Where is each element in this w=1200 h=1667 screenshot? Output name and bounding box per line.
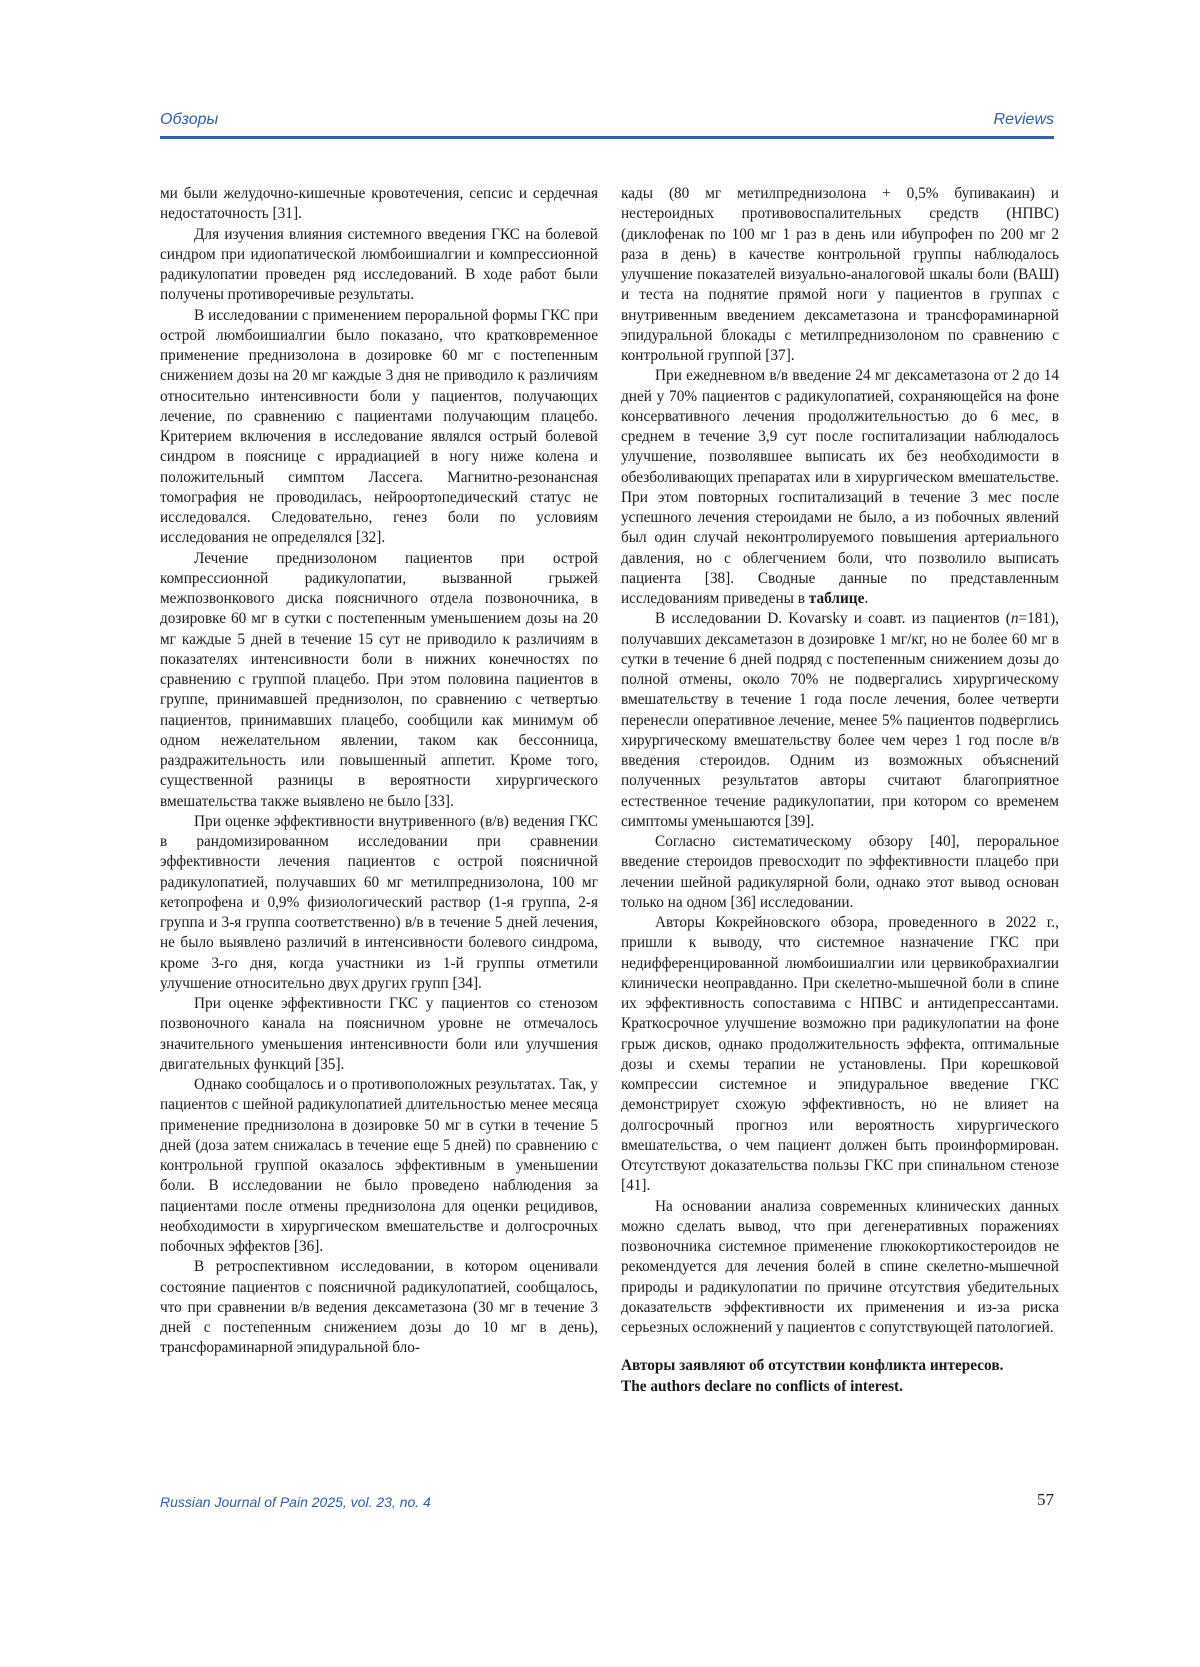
paragraph: На основании анализа современных клинических данных можно сделать вывод, что при дегенеративных поражениях позвоночника системное применение глюкокортикостероидов не рекомендуется для лечения болей в спине скелетно-мышечной природы и радикулопатии по причине отсутствия убедительных доказательств эффективности их применения и из-за риска серьезных осложнений у пациентов с сопутствующей патологией. bbox=[621, 1197, 1059, 1336]
paragraph: Авторы Кокрейновского обзора, проведенного в 2022 г., пришли к выводу, что системное назначение ГКС при недифференцированной люмбоишиалгии или цервикобрахиалгии клинически неоправданно. При скелетно-мышечной боли в спине их эффективность сопоставима с НПВС и антидепрессантами. Краткосрочное улучшение возможно при радикулопатии на фоне грыж дисков, однако продолжительность эффекта, оптимальные дозы и схемы терапии не установлены. При корешковой компрессии системное и эпидуральное введение ГКС демонстрирует схожую эффективность, но не влияет на долгосрочный прогноз или вероятность хирургического вмешательства, о чем пациент должен быть проинформирован. Отсутствуют доказательства пользы ГКС при спинальном стенозе [41]. bbox=[621, 914, 1059, 1195]
paragraph bbox=[621, 366, 1059, 609]
right-column bbox=[621, 184, 1059, 1397]
paragraph-text: =181), получавших дексаметазон в дозировке 1 мг/кг, но не более 60 мг в сутки в течение 6 дней подряд с постепенным снижением дозы до полной отмены, около 70% не подвергались хирургическому вмешательству в течение 1 года после лечения, более четверти перенесли оперативное лечение, менее 5% пациентов подверглись хирургическому вмешательству более чем через 1 год после в/в введения стероидов. Одним из возможных объяснений полученных результатов авторы считают благоприятное естественное течение радикулопатии, при котором со временем симптомы уменьшаются [39]. bbox=[621, 610, 1059, 830]
paragraph: В исследовании с применением пероральной формы ГКС при острой люмбоишиалгии было показано, что кратковременное применение преднизолона в дозировке 60 мг с постепенным снижением дозы на 20 мг каждые 3 дня не приводило к различиям относительно интенсивности боли у пациентов, получающих лечение, по сравнению с пациентами получающим плацебо. Критерием включения в исследование являлся острый болевой синдром в пояснице с иррадиацией в ногу ниже колена и положительный симптом Лассега. Магнитно-резонансная томография не проводилась, нейроортопедический статус не исследовался. Следовательно, генез боли по условиям исследования не определялся [32]. bbox=[160, 306, 598, 547]
page-number: 57 bbox=[1037, 1490, 1054, 1509]
paragraph: ми были желудочно-кишечные кровотечения, сепсис и сердечная недостаточность [31]. bbox=[160, 185, 598, 223]
paragraph: При оценке эффективности внутривенного (в/в) ведения ГКС в рандомизированном исследовании при сравнении эффективности лечения пациентов с острой поясничной радикулопатией, получавших 60 мг метилпреднизолона, 100 мг кетопрофена и 0,9% физиологический раствор (1-я группа, 2-я группа и 3-я группа соответственно) в/в в течение 5 дней лечения, не было выявлено различий в интенсивности болевого синдрома, кроме 3-го дня, когда участники из 1-й группы отметили улучшение относительно двух других групп [34]. bbox=[160, 812, 598, 992]
header-section-ru: Обзоры bbox=[160, 111, 219, 128]
paragraph-end: . bbox=[864, 590, 869, 607]
table-reference: таблице bbox=[808, 590, 865, 607]
left-column bbox=[160, 184, 598, 1359]
sample-size-symbol: n bbox=[1010, 610, 1019, 628]
paragraph: В ретроспективном исследовании, в котором оценивали состояние пациентов с поясничной радикулопатией, сообщалось, что при сравнении в/в ведения дексаметазона (30 мг в течение 3 дней с постепенным снижением дозы до 10 мг в день), трансфораминарной эпидуральной бло- bbox=[160, 1258, 598, 1357]
paragraph: Согласно систематическому обзору [40], пероральное введение стероидов превосходит по эффективности плацебо при лечении шейной радикулярной боли, однако этот вывод основан только на одном [36] исследовании. bbox=[621, 833, 1059, 911]
paragraph: Для изучения влияния системного введения ГКС на болевой синдром при идиопатической люмбоишиалгии и компрессионной радикулопатии проведен ряд исследований. В ходе работ были получены противоречивые результаты. bbox=[160, 225, 598, 304]
paragraph bbox=[621, 609, 1059, 832]
paragraph: Лечение преднизолоном пациентов при острой компрессионной радикулопатии, вызванной грыжей межпозвонкового диска поясничного отдела позвоночника, в дозировке 60 мг в сутки с постепенным уменьшением дозы на 20 мг каждые 5 дней в течение 15 сут не приводило к различиям в показателях интенсивности боли в нижних конечностях по сравнению с группой плацебо. При этом половина пациентов в группе, принимавшей преднизолон, по сравнению с четвертью пациентов, принимавших плацебо, сообщили как минимум об одном нежелательном явлении, таком как бессонница, раздражительность или повышенный аппетит. Кроме того, существенной разницы в вероятности хирургического вмешательства также выявлено не было [33]. bbox=[160, 549, 598, 810]
paragraph: кады (80 мг метилпреднизолона + 0,5% бупивакаин) и нестероидных противовоспалительных средств (НПВС) (диклофенак по 100 мг 1 раз в день или ибупрофен по 200 мг 2 раза в день) в качестве контрольной группы наблюдалось улучшение показателей визуально-аналоговой шкалы боли (ВАШ) и теста на поднятие прямой ноги у пациентов в группах с внутривенным введением дексаметазона и трансфораминарной эпидуральной блокады с метилпреднизолоном по сравнению с контрольной группой [37]. bbox=[621, 185, 1059, 364]
paragraph: Однако сообщалось и о противоположных результатах. Так, у пациентов с шейной радикулопатией длительностью менее месяца применение преднизолона в дозировке 50 мг в сутки в течение 5 дней (доза затем снижалась в течение еще 5 дней) по сравнению с контрольной группой оказалось эффективным в уменьшении боли. В исследовании не было проведено наблюдения за пациентами после отмены преднизолона для оценки рецидивов, необходимости в хирургическом вмешательстве и долгосрочных побочных эффектов [36]. bbox=[160, 1076, 598, 1255]
paragraph-text: При ежедневном в/в введение 24 мг дексаметазона от 2 до 14 дней у 70% пациентов с радикулопатией, сохраняющейся на фоне консервативного лечения продолжительностью до 6 мес, в среднем в течение 3,9 сут после госпитализации наблюдалось улучшение, позволявшее выписать их без необходимости в обезболивающих препаратах или в хирургическом вмешательстве. При этом повторных госпитализаций в течение 3 мес после успешного лечения стероидами не было, а из побочных явлений был один случай неконтролируемого повышения артериального давления, но с облегчением боли, что позволило выписать пациента [38]. Сводные данные по представленным исследованиям приведены в bbox=[621, 367, 1059, 607]
declaration-en: The authors declare no conflicts of interest. bbox=[621, 1377, 903, 1395]
header-section-en: Reviews bbox=[993, 111, 1054, 128]
conflict-declaration bbox=[621, 1356, 1059, 1397]
header-rule bbox=[160, 136, 1054, 139]
footer-journal: Russian Journal of Pain 2025, vol. 23, no. 4 bbox=[160, 1494, 431, 1510]
declaration-ru: Авторы заявляют об отсутствии конфликта интересов. bbox=[621, 1357, 1004, 1375]
paragraph-text: В исследовании D. Kovarsky и соавт. из пациентов ( bbox=[655, 610, 1011, 628]
paragraph: При оценке эффективности ГКС у пациентов со стенозом позвоночного канала на поясничном уровне не отмечалось значительного уменьшения интенсивности боли или улучшения двигательных функций [35]. bbox=[160, 995, 598, 1073]
